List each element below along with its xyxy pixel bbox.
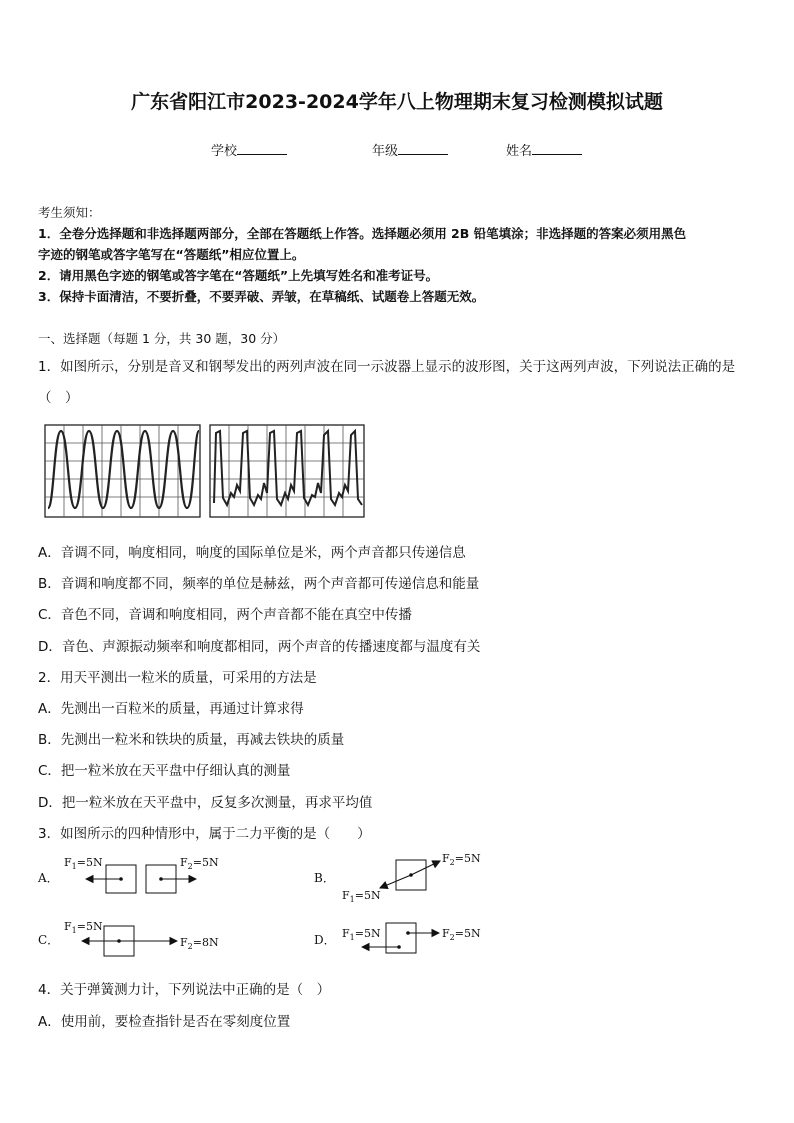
- name-label: 姓名: [506, 144, 533, 159]
- piano-waveform: [210, 425, 364, 517]
- q1-option-b[interactable]: B．音调和响度都不同，频率的单位是赫兹，两个声音都可传递信息和能量: [38, 576, 480, 592]
- question-3-stem: 3．如图所示的四种情形中，属于二力平衡的是（ ）: [38, 826, 371, 842]
- name-field[interactable]: [506, 140, 582, 159]
- force-diagram-a: [60, 852, 230, 897]
- notice-item: 字迹的钢笔或答字笔写在“答题纸”相应位置上。: [38, 247, 305, 262]
- question-1-stem: 1．如图所示，分别是音叉和钢琴发出的两列声波在同一示波器上显示的波形图，关于这两列声波，下列说法正确的是: [38, 359, 736, 375]
- question-1-paren: （ ）: [38, 390, 79, 406]
- page-title: 广东省阳江市2023-2024学年八上物理期末复习检测模拟试题: [131, 91, 663, 113]
- force-diagram-b: [338, 848, 488, 904]
- grade-field[interactable]: [372, 140, 448, 159]
- q3-option-b-label[interactable]: B．: [314, 871, 335, 885]
- q4-option-a[interactable]: A．使用前，要检查指针是否在零刻度位置: [38, 1014, 291, 1030]
- svg-text:F2=8N: $F_2=8N$: [180, 936, 219, 951]
- q3-option-c-label[interactable]: C．: [38, 933, 60, 947]
- svg-text:F1=5N: $F_1=5N$: [342, 889, 381, 904]
- q2-option-b[interactable]: B．先测出一粒米和铁块的质量，再减去铁块的质量: [38, 732, 345, 748]
- q2-option-c[interactable]: C．把一粒米放在天平盘中仔细认真的测量: [38, 763, 291, 779]
- school-field[interactable]: [211, 140, 287, 159]
- q3-option-d-label[interactable]: D．: [314, 933, 336, 947]
- notice-item: 3．保持卡面清洁，不要折叠，不要弄破、弄皱，在草稿纸、试题卷上答题无效。: [38, 289, 485, 304]
- section-heading: 一、选择题（每题 1 分，共 30 题，30 分）: [38, 331, 286, 346]
- notice-item: 2．请用黑色字迹的钢笔或答字笔在“答题纸”上先填写姓名和准考证号。: [38, 268, 439, 283]
- svg-text:F2=5N: $F_2=5N$: [180, 856, 219, 871]
- q3-option-a-label[interactable]: A．: [38, 871, 59, 885]
- svg-text:F1=5N: $F_1=5N$: [342, 927, 381, 942]
- svg-text:F1=5N: $F_1=5N$: [64, 920, 103, 935]
- svg-text:F1=5N: $F_1=5N$: [64, 856, 103, 871]
- force-diagram-c: [60, 917, 230, 962]
- q2-option-d[interactable]: D．把一粒米放在天平盘中，反复多次测量，再求平均值: [38, 795, 373, 811]
- svg-text:F2=5N: $F_2=5N$: [442, 852, 481, 867]
- svg-text:F2=5N: $F_2=5N$: [442, 927, 481, 942]
- notice-item: 1．全卷分选择题和非选择题两部分，全部在答题纸上作答。选择题必须用 2B 铅笔填涂；非选择题的答案必须用黑色: [38, 226, 687, 241]
- question-2-stem: 2．用天平测出一粒米的质量，可采用的方法是: [38, 670, 317, 686]
- q2-option-a[interactable]: A．先测出一百粒米的质量，再通过计算求得: [38, 701, 304, 717]
- notice-heading: 考生须知：: [38, 205, 101, 220]
- tuning-fork-waveform: [45, 425, 200, 517]
- q1-option-c[interactable]: C．音色不同，音调和响度相同，两个声音都不能在真空中传播: [38, 607, 412, 623]
- q1-option-a[interactable]: A．音调不同，响度相同，响度的国际单位是米，两个声音都只传递信息: [38, 545, 466, 561]
- q1-option-d[interactable]: D．音色、声源振动频率和响度都相同，两个声音的传播速度都与温度有关: [38, 639, 481, 655]
- force-diagram-d: [338, 917, 488, 962]
- grade-label: 年级: [372, 144, 399, 159]
- question-4-stem: 4．关于弹簧测力计，下列说法中正确的是（ ）: [38, 982, 331, 998]
- oscilloscope-waveforms-figure: [44, 423, 366, 519]
- school-label: 学校: [211, 144, 238, 159]
